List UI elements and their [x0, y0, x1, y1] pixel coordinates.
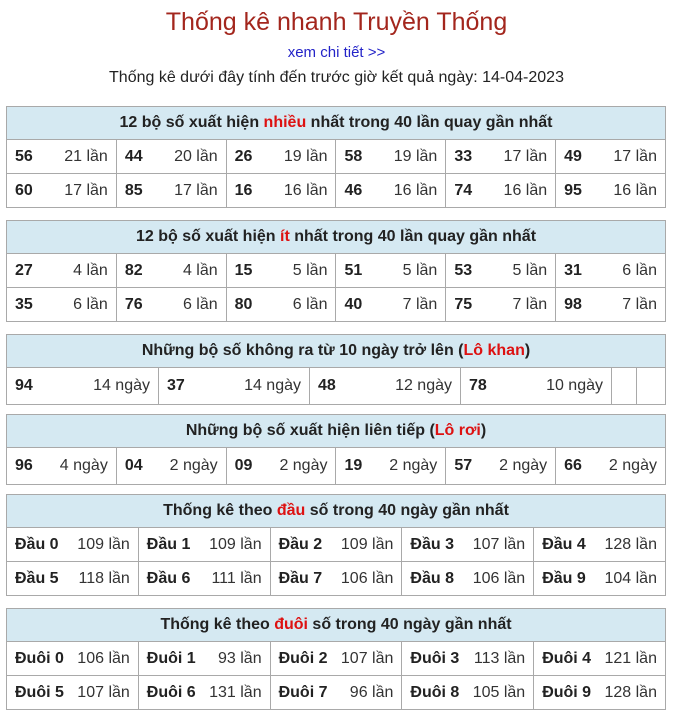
table-cell: Đầu 9 104 lần: [533, 562, 665, 595]
table-row: [7, 287, 665, 321]
table-cell: 51 5 lần: [335, 254, 445, 287]
table-row: [7, 675, 665, 709]
table-row: [7, 140, 665, 173]
page-title: Thống kê nhanh Truyền Thống: [165, 8, 508, 36]
table-cell: 98 7 lần: [555, 288, 665, 321]
table-cell: Đầu 7 106 lần: [270, 562, 402, 595]
table-cell: 95 16 lần: [555, 174, 665, 207]
table-cell: 85 17 lần: [116, 174, 226, 207]
table-cell: 27 4 lần: [15, 261, 108, 279]
table-cell: Đuôi 8 105 lần: [401, 676, 533, 709]
view-details-link[interactable]: xem chi tiết >>: [287, 44, 386, 61]
table-cell: 57 2 ngày: [445, 448, 555, 484]
table-cell: Đầu 0 109 lần: [15, 535, 130, 553]
table-cell: 53 5 lần: [445, 254, 555, 287]
table-cell: 33 17 lần: [445, 140, 555, 173]
table-cell: Đuôi 7 96 lần: [270, 676, 402, 709]
table-cell: 58 19 lần: [335, 140, 445, 173]
section-header: Thống kê theo đuôi số trong 40 ngày gần nhất: [7, 609, 665, 642]
table-cell: 94 14 ngày: [15, 377, 150, 394]
table-cell: Đuôi 4 121 lần: [533, 642, 665, 675]
section-header: Thống kê theo đầu số trong 40 ngày gần nhất: [7, 495, 665, 528]
lo-khan-section: [6, 334, 666, 405]
table-row: [7, 448, 665, 484]
table-cell: Đuôi 0 106 lần: [15, 649, 130, 667]
table-cell: Đầu 4 128 lần: [533, 528, 665, 561]
table-cell: 60 17 lần: [15, 181, 108, 199]
table-row: [7, 561, 665, 595]
table-cell: 78 10 ngày: [460, 368, 611, 404]
table-cell: 74 16 lần: [445, 174, 555, 207]
page-subtitle: Thống kê dưới đây tính đến trước giờ kết quả ngày: 14-04-2023: [109, 69, 564, 86]
table-cell: Đuôi 2 107 lần: [270, 642, 402, 675]
table-cell: 56 21 lần: [15, 147, 108, 165]
table-cell: 44 20 lần: [116, 140, 226, 173]
table-cell: 48 12 ngày: [309, 368, 460, 404]
table-cell: 40 7 lần: [335, 288, 445, 321]
empty-cell: [611, 368, 636, 404]
empty-cell: [636, 368, 661, 404]
table-cell: Đuôi 5 107 lần: [15, 683, 130, 701]
table-cell: 46 16 lần: [335, 174, 445, 207]
table-cell: 15 5 lần: [226, 254, 336, 287]
table-cell: Đầu 2 109 lần: [270, 528, 402, 561]
table-row: [7, 642, 665, 675]
table-cell: Đầu 1 109 lần: [138, 528, 270, 561]
table-cell: Đuôi 6 131 lần: [138, 676, 270, 709]
table-cell: 66 2 ngày: [555, 448, 665, 484]
table-cell: 26 19 lần: [226, 140, 336, 173]
table-row: [7, 254, 665, 287]
table-cell: 76 6 lần: [116, 288, 226, 321]
section-header: 12 bộ số xuất hiện ít nhất trong 40 lần quay gần nhất: [7, 221, 665, 254]
table-cell: Đầu 6 111 lần: [138, 562, 270, 595]
table-row: [7, 368, 665, 404]
table-cell: 31 6 lần: [555, 254, 665, 287]
table-cell: 96 4 ngày: [15, 457, 108, 474]
section-header: Những bộ số không ra từ 10 ngày trở lên (Lô khan): [7, 335, 665, 368]
lo-roi-section: [6, 414, 666, 485]
table-cell: 19 2 ngày: [335, 448, 445, 484]
table-cell: Đuôi 3 113 lần: [401, 642, 533, 675]
table-row: [7, 173, 665, 207]
table-cell: 49 17 lần: [555, 140, 665, 173]
table-cell: 75 7 lần: [445, 288, 555, 321]
table-cell: Đầu 8 106 lần: [401, 562, 533, 595]
table-cell: 37 14 ngày: [158, 368, 309, 404]
table-cell: Đuôi 1 93 lần: [138, 642, 270, 675]
table-cell: Đầu 3 107 lần: [401, 528, 533, 561]
table-cell: 04 2 ngày: [116, 448, 226, 484]
section-header: 12 bộ số xuất hiện nhiều nhất trong 40 lần quay gần nhất: [7, 107, 665, 140]
section-header: Những bộ số xuất hiện liên tiếp (Lô rơi): [7, 415, 665, 448]
table-cell: 80 6 lần: [226, 288, 336, 321]
table-cell: 82 4 lần: [116, 254, 226, 287]
most-frequent-section: [6, 106, 666, 208]
least-frequent-section: [6, 220, 666, 322]
table-cell: 35 6 lần: [15, 295, 108, 313]
table-cell: Đuôi 9 128 lần: [533, 676, 665, 709]
duoi-stats-section: [6, 608, 666, 710]
table-cell: Đầu 5 118 lần: [15, 569, 130, 587]
dau-stats-section: [6, 494, 666, 596]
table-cell: 16 16 lần: [226, 174, 336, 207]
table-row: [7, 528, 665, 561]
table-cell: 09 2 ngày: [226, 448, 336, 484]
